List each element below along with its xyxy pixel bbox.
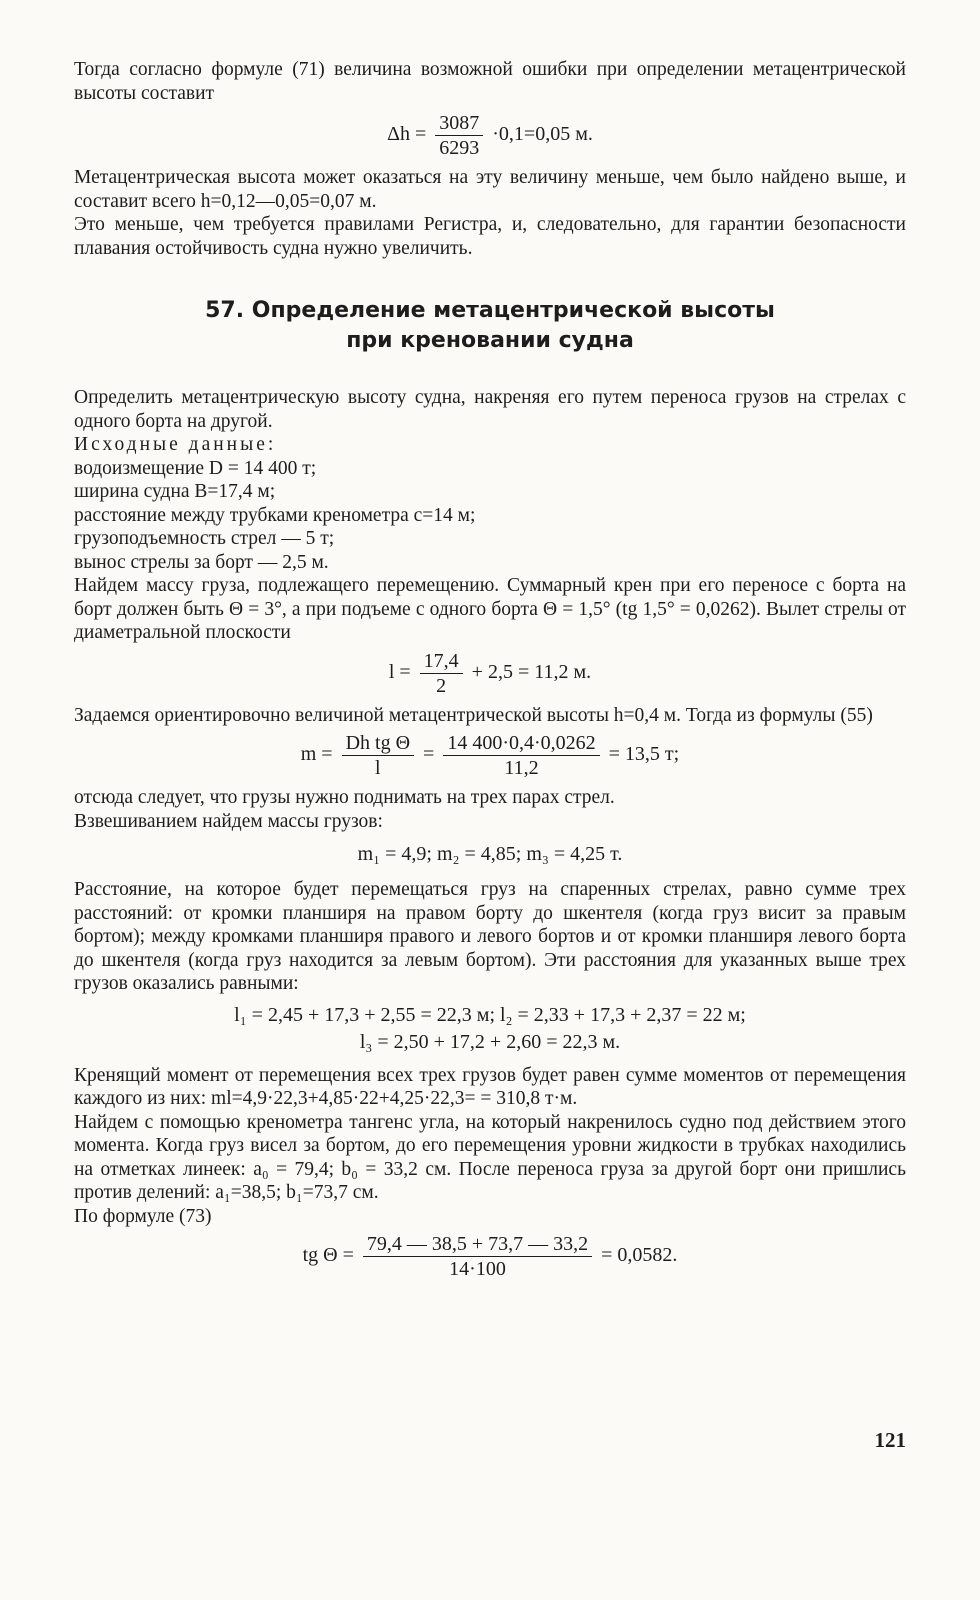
- denominator: l: [375, 757, 381, 779]
- heading-line-2: при креновании судна: [346, 328, 634, 353]
- paragraph: Определить метацентрическую высоту судна, накреняя его путем переноса грузов на стрелах с одного борта на другой.: [74, 387, 906, 432]
- numerator: 3087: [435, 111, 483, 136]
- fraction: [363, 1232, 592, 1281]
- formula-lhs: m =: [300, 743, 333, 766]
- formula-delta-h: [74, 111, 906, 160]
- denominator: 11,2: [504, 757, 539, 779]
- formula-rhs: = 13,5 т;: [608, 743, 680, 766]
- given-data-title: Исходные данные:: [74, 434, 277, 455]
- numerator: 17,4: [420, 649, 463, 674]
- formula-lhs: l =: [388, 660, 411, 683]
- paragraph: Задаемся ориентировочно величиной метацентрической высоты h=0,4 м. Тогда из формулы (55): [74, 704, 873, 726]
- formula-rhs: + 2,5 = 11,2 м.: [471, 660, 592, 683]
- formula-lhs: Δh =: [387, 123, 427, 146]
- denominator: 2: [436, 674, 447, 697]
- given-item: ширина судна B=17,4 м;: [74, 481, 276, 502]
- page-content: [74, 58, 906, 1287]
- fraction: [342, 731, 414, 780]
- formula-rhs: ·0,1=0,05 м.: [492, 123, 593, 146]
- formula-distances-2: l₃ = 2,50 + 17,2 + 2,60 = 22,3 м.: [359, 1030, 621, 1053]
- page-number: 121: [874, 1428, 906, 1452]
- formula-m: [74, 731, 906, 780]
- formula-masses: m₁ = 4,9; m₂ = 4,85; m₃ = 4,25 т.: [357, 843, 623, 865]
- numerator: Dh tg Θ: [342, 731, 414, 756]
- formula-l: [74, 649, 906, 698]
- formula-lhs: tg Θ =: [302, 1244, 354, 1267]
- formula-rhs: = 0,0582.: [601, 1244, 678, 1267]
- paragraph: Тогда согласно формуле (71) величина возможной ошибки при определении метацентрической высоты составит: [74, 59, 906, 104]
- paragraph: Найдем с помощью кренометра тангенс угла, на который накренилось судно под действием этого момента. Когда груз висел за бортом, до его перемещения уровни жидкости в трубках находились на отметках линеек: a₀ = 79,4; b₀ = 33,2 см. После переноса груза за другой борт они пришлись против делений: a₁=38,5; b₁=73,7 см.: [74, 1111, 906, 1203]
- paragraph: Кренящий момент от перемещения всех трех грузов будет равен сумме моментов от перемещения каждого из них: ml=4,9·22,3+4,85·22+4,25·22,3= = 310,8 т·м.: [74, 1064, 906, 1109]
- denominator: 6293: [439, 137, 480, 159]
- paragraph: Найдем массу груза, подлежащего перемещению. Суммарный крен при его переносе с борта на борт должен быть Θ = 3°, а при подъеме с одного борта Θ = 1,5° (tg 1,5° = 0,0262). Вылет стрелы от диаметральной плоскости: [74, 575, 906, 643]
- numerator: 14 400·0,4·0,0262: [443, 731, 599, 756]
- denominator: 14·100: [449, 1258, 506, 1280]
- paragraph: отсюда следует, что грузы нужно поднимать на трех парах стрел.: [74, 787, 615, 808]
- formula-equals: =: [423, 743, 435, 766]
- paragraph: Взвешиванием найдем массы грузов:: [74, 810, 383, 832]
- section-heading: [74, 296, 906, 356]
- paragraph: Расстояние, на которое будет перемещаться груз на спаренных стрелах, равно сумме трех расстояний: от кромки планширя на правом борту до шкентеля (когда груз висит за правым бортом); между кромками планширя правого и левого бортов и от кромки планширя левого борта до шкентеля (когда груз находится за левым бортом). Эти расстояния для указанных выше трех грузов оказались равными:: [74, 879, 906, 994]
- paragraph: Это меньше, чем требуется правилами Регистра, и, следовательно, для гарантии безопасности плавания остойчивость судна нужно увеличить.: [74, 214, 906, 259]
- fraction: [420, 649, 463, 698]
- paragraph: По формуле (73): [74, 1205, 212, 1227]
- given-item: водоизмещение D = 14 400 т;: [74, 457, 317, 479]
- formula-tg-theta: [74, 1232, 906, 1281]
- paragraph: Метацентрическая высота может оказаться на эту величину меньше, чем было найдено выше, и составит всего h=0,12—0,05=0,07 м.: [74, 167, 906, 212]
- given-item: вынос стрелы за борт — 2,5 м.: [74, 551, 329, 573]
- numerator: 79,4 — 38,5 + 73,7 — 33,2: [363, 1232, 592, 1257]
- given-item: расстояние между трубками кренометра c=14 м;: [74, 504, 476, 526]
- fraction: [435, 111, 483, 160]
- fraction: [443, 731, 599, 780]
- formula-distances-1: l₁ = 2,45 + 17,3 + 2,55 = 22,3 м; l₂ = 2,33 + 17,3 + 2,37 = 22 м;: [234, 1003, 746, 1026]
- heading-line-1: 57. Определение метацентрической высоты: [205, 298, 775, 323]
- given-item: грузоподъемность стрел — 5 т;: [74, 528, 335, 549]
